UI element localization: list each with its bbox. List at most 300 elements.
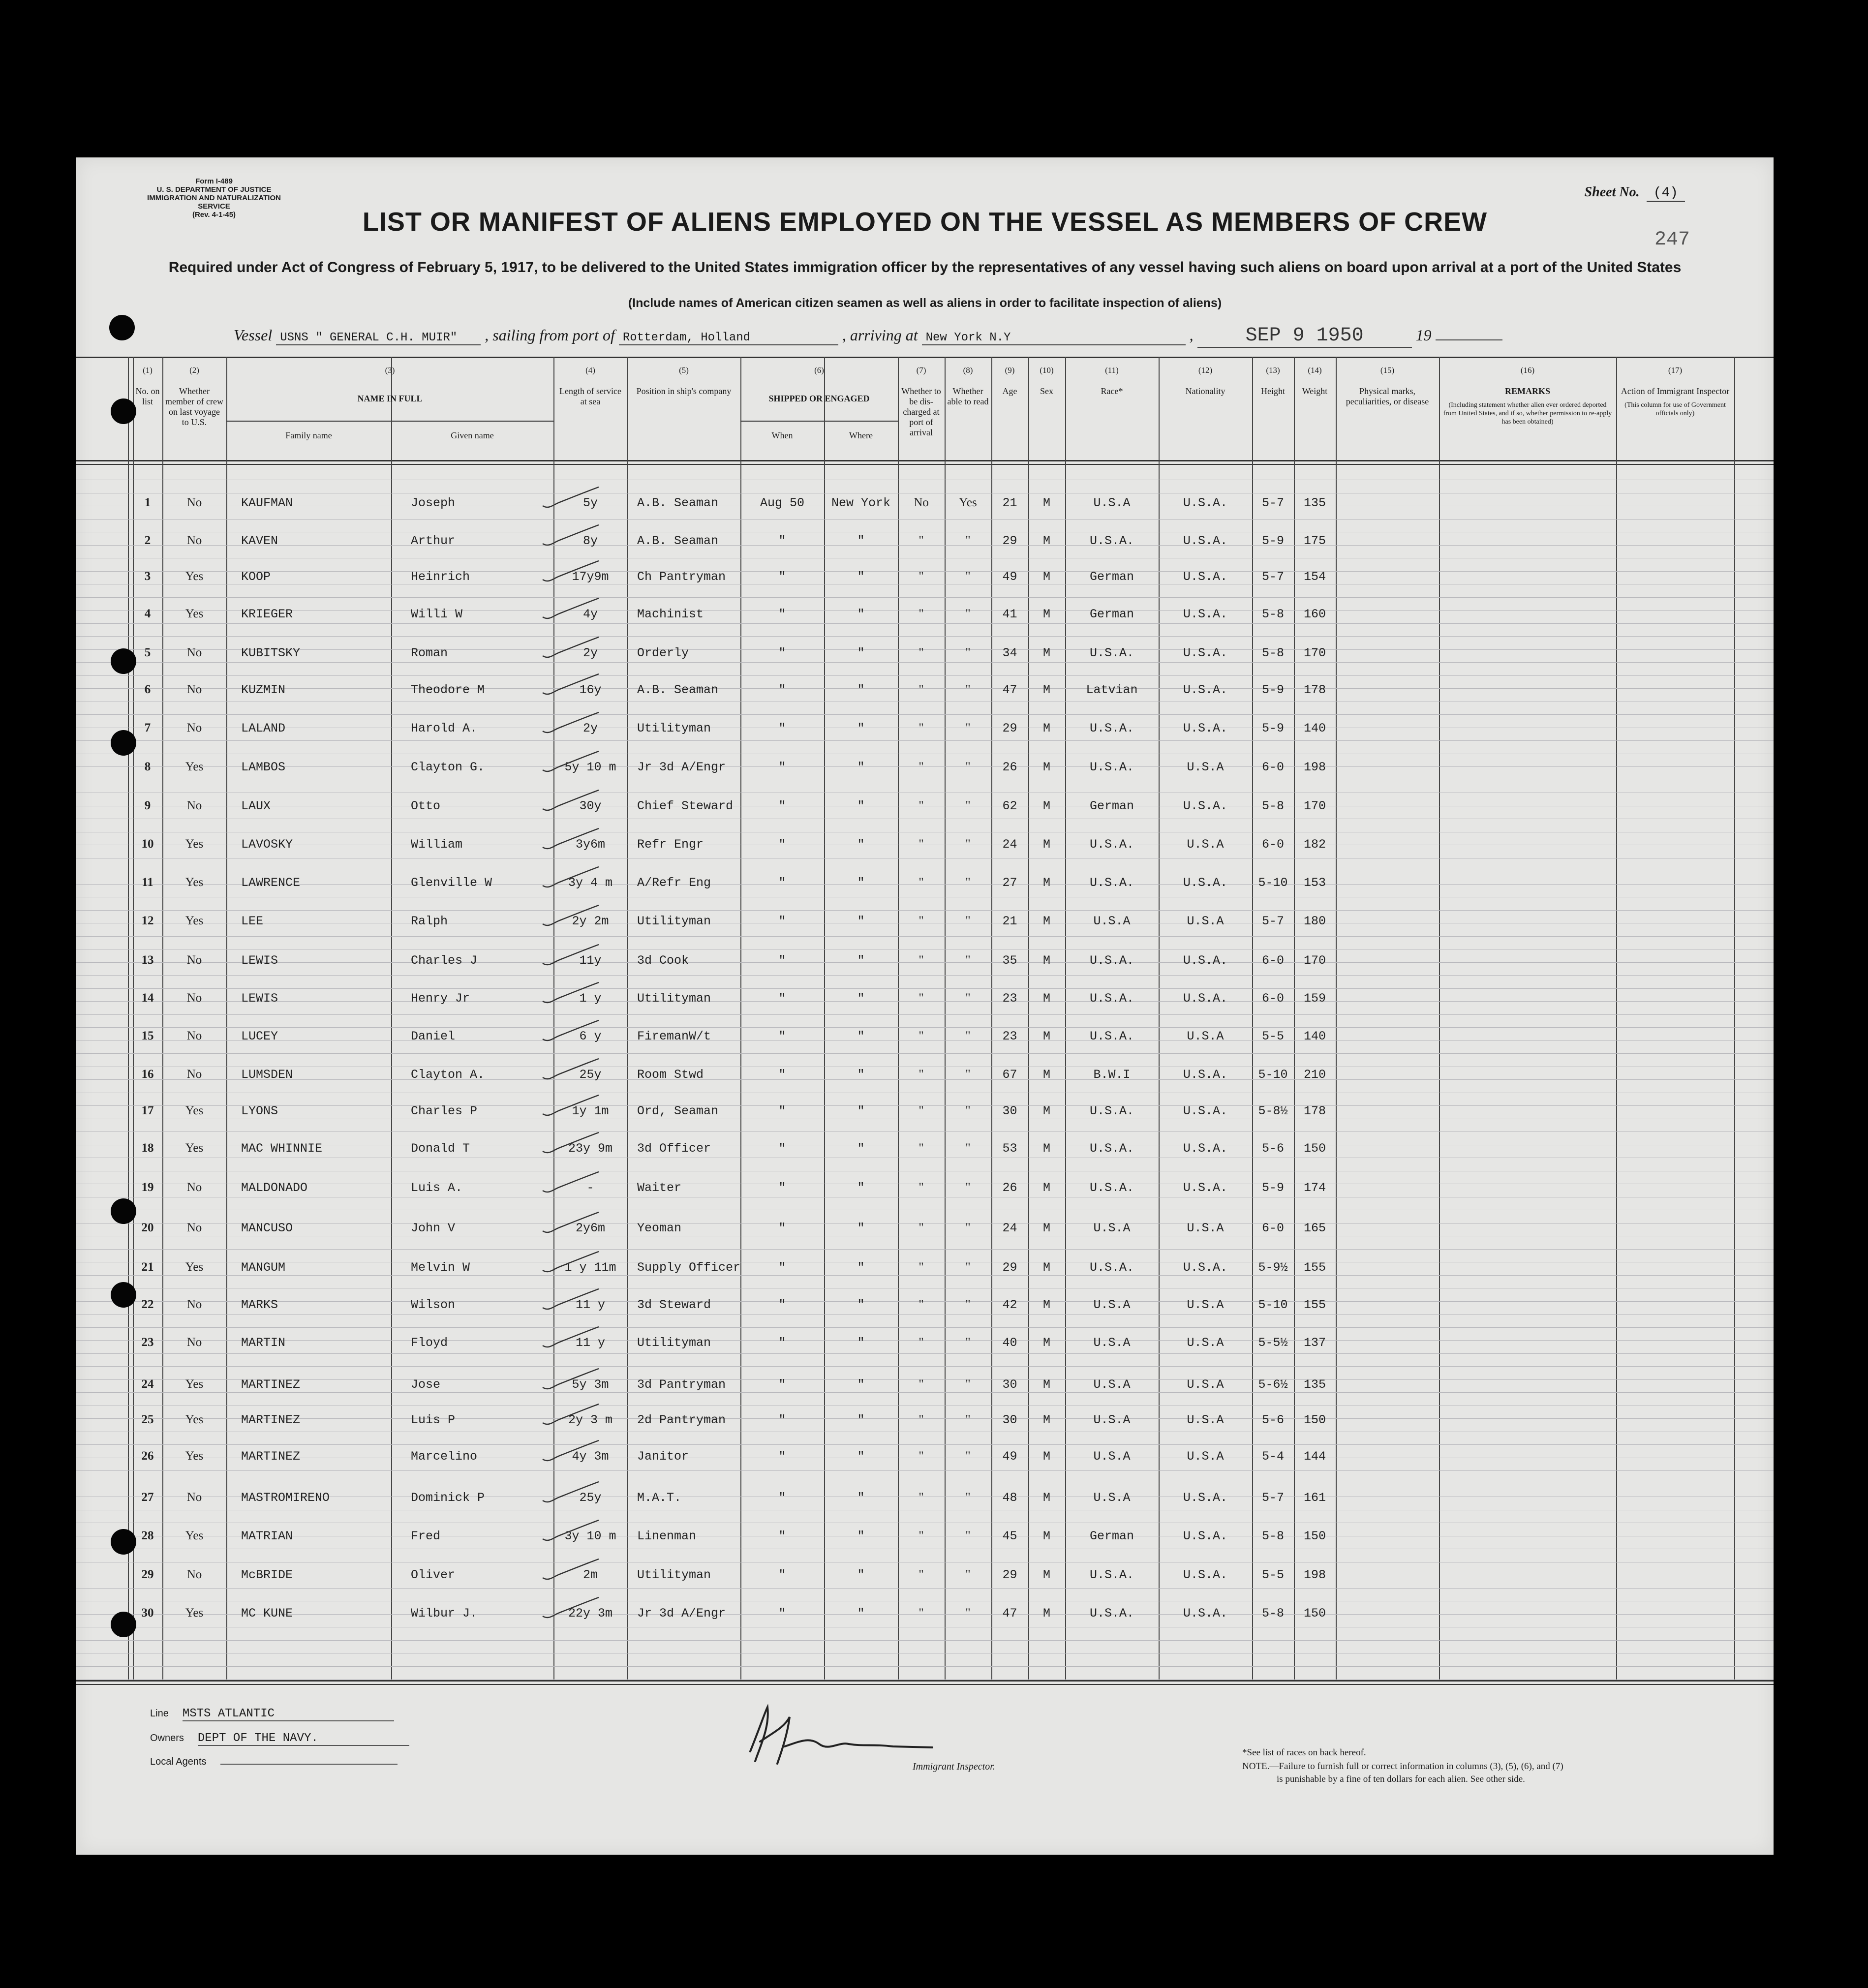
cell-sex: M	[1042, 646, 1050, 660]
cell-race: U.S.A	[1093, 1413, 1131, 1427]
cell-weight: 180	[1303, 914, 1326, 928]
cell-race: U.S.A	[1093, 1221, 1131, 1235]
cell-height: 5-7	[1261, 570, 1284, 584]
cell-position: Machinist	[637, 607, 704, 621]
cell-when: "	[778, 1221, 786, 1235]
cell-no: 29	[141, 1568, 154, 1581]
cell-race: U.S.A.	[1089, 646, 1134, 660]
cell-weight: 159	[1303, 991, 1326, 1006]
cell-height: 5-5	[1261, 1029, 1284, 1043]
cell-when: "	[778, 1606, 786, 1621]
cell-position: Room Stwd	[637, 1068, 704, 1082]
cell-no: 11	[142, 876, 153, 889]
cell-where: "	[857, 991, 865, 1006]
column-divider	[1028, 357, 1029, 1680]
cell-family: MATRIAN	[241, 1529, 293, 1543]
cell-weight: 178	[1303, 683, 1326, 697]
cell-height: 5-7	[1261, 914, 1284, 928]
punch-hole	[109, 315, 135, 340]
cell-no: 30	[141, 1606, 154, 1620]
column-header: Race*	[1101, 386, 1123, 396]
cell-sex: M	[1042, 1221, 1050, 1235]
cell-sex: M	[1042, 1029, 1050, 1043]
cell-weight: 137	[1303, 1336, 1326, 1350]
cell-given: Donald T	[411, 1141, 470, 1156]
cell-no: 27	[141, 1491, 154, 1504]
cell-no: 15	[141, 1029, 154, 1042]
cell-discharged: "	[919, 837, 924, 851]
cell-height: 6-0	[1261, 837, 1284, 852]
column-header-note: (This column for use of Government officials only)	[1624, 401, 1726, 417]
cell-weight: 135	[1303, 1377, 1326, 1392]
check-mark-icon	[539, 485, 603, 515]
cell-where: "	[857, 1529, 865, 1543]
cell-given: Harold A.	[411, 721, 478, 735]
column-header: Position in ship's company	[636, 386, 732, 396]
cell-age: 53	[1002, 1141, 1017, 1156]
cell-read: "	[965, 570, 971, 583]
cell-service: 8y	[582, 534, 598, 548]
ruled-line	[76, 1327, 1774, 1328]
cell-position: Jr 3d A/Engr	[637, 760, 726, 774]
cell-given: John V	[411, 1221, 456, 1235]
cell-race: U.S.A.	[1089, 1104, 1134, 1118]
cell-service: 5y 3m	[572, 1377, 609, 1392]
cell-given: Melvin W	[411, 1260, 470, 1275]
cell-family: LALAND	[241, 721, 286, 735]
cell-service: 25y	[579, 1068, 602, 1082]
cell-no: 1	[144, 496, 151, 509]
cell-no: 25	[141, 1413, 154, 1426]
cell-weight: 210	[1303, 1068, 1326, 1082]
column-divider	[162, 357, 163, 1680]
sheet-value: (4)	[1647, 185, 1685, 202]
check-mark-icon	[539, 1018, 603, 1048]
ruled-line	[76, 988, 1774, 989]
cell-prev: No	[186, 953, 202, 967]
cell-age: 67	[1002, 1068, 1017, 1082]
cell-nationality: U.S.A.	[1183, 534, 1227, 548]
owners-value: DEPT OF THE NAVY.	[198, 1732, 409, 1746]
cell-when: "	[778, 876, 786, 890]
cell-given: Wilbur J.	[411, 1606, 478, 1621]
ruled-line	[76, 597, 1774, 598]
cell-service: 3y 10 m	[564, 1529, 616, 1543]
cell-weight: 175	[1303, 534, 1326, 548]
punch-hole	[111, 730, 136, 756]
ruled-line	[76, 1679, 1774, 1680]
check-mark-icon	[539, 559, 603, 588]
cell-discharged: "	[919, 1181, 924, 1194]
cell-read: "	[965, 1529, 971, 1542]
cell-nationality: U.S.A.	[1183, 1568, 1227, 1582]
cell-family: MARTIN	[241, 1336, 286, 1350]
cell-service: 4y	[582, 607, 598, 621]
cell-family: MC KUNE	[241, 1606, 293, 1621]
cell-read: "	[965, 1141, 971, 1155]
cell-service: 2y6m	[575, 1221, 605, 1235]
cell-when: "	[778, 1449, 786, 1464]
page-subtitle-note: (Include names of American citizen seamen as well as aliens in order to facilitate inspection of aliens)	[628, 296, 1222, 310]
column-header: Age	[1002, 386, 1017, 396]
cell-sex: M	[1042, 991, 1050, 1006]
manifest-page	[76, 157, 1774, 1855]
column-divider	[991, 357, 992, 1680]
column-divider	[1252, 357, 1253, 1680]
cell-nationality: U.S.A.	[1183, 607, 1227, 621]
cell-height: 5-10	[1258, 876, 1288, 890]
port-to: New York N.Y	[922, 331, 1186, 345]
cell-nationality: U.S.A.	[1183, 1141, 1227, 1156]
cell-discharged: "	[919, 1221, 924, 1234]
cell-where: "	[857, 1181, 865, 1195]
cell-no: 2	[144, 534, 151, 547]
column-number: (11)	[1105, 366, 1119, 375]
cell-where: "	[857, 1068, 865, 1082]
column-header: NAME IN FULL	[357, 394, 423, 403]
cell-sex: M	[1042, 1529, 1050, 1543]
cell-no: 18	[141, 1141, 154, 1155]
cell-discharged: "	[919, 1413, 924, 1426]
ruled-line	[76, 1640, 1774, 1641]
cell-prev: Yes	[185, 607, 204, 620]
inspector-label: Immigrant Inspector.	[913, 1761, 995, 1772]
cell-prev: Yes	[185, 1449, 204, 1463]
cell-position: Refr Engr	[637, 837, 704, 852]
cell-height: 6-0	[1261, 1221, 1284, 1235]
column-header: Physical marks, peculiarities, or disease	[1346, 386, 1429, 406]
cell-age: 35	[1002, 953, 1017, 968]
cell-nationality: U.S.A	[1187, 760, 1224, 774]
check-mark-icon	[539, 943, 603, 972]
cell-sex: M	[1042, 1068, 1050, 1082]
footer-line	[150, 1707, 394, 1721]
cell-read: "	[965, 721, 971, 734]
cell-when: "	[778, 799, 786, 813]
page-subtitle: Required under Act of Congress of February 5, 1917, to be delivered to the United States immigration officer by the representatives of any vessel having such aliens on board upon arrival at a port of the United States	[168, 259, 1682, 275]
cell-sex: M	[1042, 1413, 1050, 1427]
cell-service: 4y 3m	[572, 1449, 609, 1464]
cell-weight: 182	[1303, 837, 1326, 852]
check-mark-icon	[539, 1557, 603, 1587]
cell-given: Dominick P	[411, 1491, 485, 1505]
ruled-line	[76, 1014, 1774, 1015]
cell-nationality: U.S.A.	[1183, 953, 1227, 968]
cell-read: "	[965, 991, 971, 1005]
cell-family: McBRIDE	[241, 1568, 293, 1582]
column-number: (14)	[1308, 366, 1322, 375]
cell-height: 5-6	[1261, 1413, 1284, 1427]
cell-no: 23	[141, 1336, 154, 1349]
cell-given: Henry Jr	[411, 991, 470, 1006]
shipped-subheader-rule	[740, 421, 898, 422]
cell-race: U.S.A	[1093, 914, 1131, 928]
cell-where: "	[857, 1568, 865, 1582]
cell-nationality: U.S.A.	[1183, 570, 1227, 584]
cell-discharged: No	[914, 496, 929, 509]
agents-label: Local Agents	[150, 1756, 207, 1767]
cell-nationality: U.S.A.	[1183, 876, 1227, 890]
cell-service: 5y	[582, 496, 598, 510]
cell-age: 30	[1002, 1413, 1017, 1427]
check-mark-icon	[539, 710, 603, 740]
cell-race: U.S.A.	[1089, 721, 1134, 735]
ruled-line	[76, 936, 1774, 937]
cell-prev: Yes	[185, 1104, 204, 1117]
cell-height: 5-4	[1261, 1449, 1284, 1464]
cell-discharged: "	[919, 914, 924, 927]
cell-read: "	[965, 607, 971, 620]
footer-owners	[150, 1732, 409, 1746]
cell-race: German	[1089, 1529, 1134, 1543]
cell-read: "	[965, 1377, 971, 1391]
cell-height: 5-9	[1261, 1181, 1284, 1195]
cell-when: "	[778, 1181, 786, 1195]
cell-weight: 154	[1303, 570, 1326, 584]
column-divider	[1336, 357, 1337, 1680]
cell-age: 24	[1002, 837, 1017, 852]
column-subheader: Given name	[451, 430, 494, 440]
cell-prev: No	[186, 534, 202, 547]
cell-weight: 150	[1303, 1529, 1326, 1543]
cell-service: 23y 9m	[568, 1141, 612, 1156]
form-revision: (Rev. 4-1-45)	[192, 211, 236, 219]
column-header: Length of service at sea	[559, 386, 621, 406]
cell-position: A.B. Seaman	[637, 534, 719, 548]
cell-age: 26	[1002, 1181, 1017, 1195]
cell-nationality: U.S.A	[1187, 1377, 1224, 1392]
cell-race: U.S.A.	[1089, 837, 1134, 852]
column-header-note: (Including statement whether alien ever ordered deported from United States, and if so, whether permission to re-apply has been obtained)	[1443, 401, 1612, 426]
cell-no: 21	[141, 1260, 154, 1274]
cell-position: Jr 3d A/Engr	[637, 1606, 726, 1621]
column-divider	[1294, 357, 1295, 1680]
ruled-line	[76, 519, 1774, 520]
cell-when: "	[778, 1298, 786, 1312]
cell-no: 7	[144, 721, 151, 734]
cell-family: LAVOSKY	[241, 837, 293, 852]
cell-family: MARTINEZ	[241, 1377, 301, 1392]
cell-given: Oliver	[411, 1568, 456, 1582]
cell-age: 47	[1002, 1606, 1017, 1621]
column-header: Whether to be dis-charged at port of arrival	[901, 386, 941, 437]
punch-hole	[111, 1282, 136, 1308]
cell-nationality: U.S.A.	[1183, 799, 1227, 813]
cell-where: "	[857, 914, 865, 928]
cell-height: 5-8	[1261, 1606, 1284, 1621]
check-mark-icon	[539, 1367, 603, 1396]
cell-height: 6-0	[1261, 953, 1284, 968]
cell-prev: No	[186, 1068, 202, 1081]
cell-weight: 150	[1303, 1606, 1326, 1621]
check-mark-icon	[539, 1287, 603, 1316]
cell-family: KAUFMAN	[241, 496, 293, 510]
cell-when: "	[778, 1491, 786, 1505]
cell-height: 5-10	[1258, 1298, 1288, 1312]
check-mark-icon	[539, 1595, 603, 1625]
cell-no: 19	[141, 1181, 154, 1194]
cell-family: MARKS	[241, 1298, 278, 1312]
year-label: 19	[1415, 326, 1432, 344]
cell-when: "	[778, 760, 786, 774]
cell-where: "	[857, 1141, 865, 1156]
form-service: IMMIGRATION AND NATURALIZATION SERVICE	[147, 194, 281, 211]
ruled-line	[76, 1444, 1774, 1445]
cell-no: 3	[144, 570, 151, 583]
cell-prev: Yes	[185, 1377, 204, 1391]
column-divider	[1159, 357, 1160, 1680]
check-mark-icon	[539, 1480, 603, 1509]
punch-hole	[111, 648, 136, 674]
cell-where: "	[857, 1336, 865, 1350]
cell-when: "	[778, 570, 786, 584]
cell-position: Chief Steward	[637, 799, 734, 813]
cell-family: MARTINEZ	[241, 1413, 301, 1427]
cell-age: 26	[1002, 760, 1017, 774]
cell-given: Jose	[411, 1377, 441, 1392]
port-from: Rotterdam, Holland	[619, 331, 838, 345]
cell-position: FiremanW/t	[637, 1029, 711, 1043]
cell-family: LEWIS	[241, 991, 278, 1006]
cell-weight: 153	[1303, 876, 1326, 890]
cell-prev: No	[186, 991, 202, 1005]
cell-discharged: "	[919, 1104, 924, 1117]
cell-prev: No	[186, 1336, 202, 1349]
cell-position: 2d Pantryman	[637, 1413, 726, 1427]
check-mark-icon	[539, 1057, 603, 1086]
cell-no: 13	[141, 953, 154, 967]
cell-when: "	[778, 1529, 786, 1543]
cell-discharged: "	[919, 760, 924, 773]
cell-nationality: U.S.A.	[1183, 1104, 1227, 1118]
cell-no: 4	[144, 607, 151, 620]
cell-when: "	[778, 646, 786, 660]
column-header: Action of Immigrant Inspector	[1621, 386, 1730, 396]
ruled-line	[76, 1275, 1774, 1276]
column-header: Height	[1261, 386, 1285, 396]
cell-family: MARTINEZ	[241, 1449, 301, 1464]
cell-race: Latvian	[1086, 683, 1138, 697]
cell-height: 6-0	[1261, 760, 1284, 774]
cell-sex: M	[1042, 1568, 1050, 1582]
cell-height: 5-9	[1261, 721, 1284, 735]
cell-age: 48	[1002, 1491, 1017, 1505]
cell-when: "	[778, 914, 786, 928]
column-divider	[1065, 357, 1066, 1680]
column-number: (15)	[1380, 366, 1395, 375]
cell-where: "	[857, 1029, 865, 1043]
footer-agents	[150, 1756, 398, 1768]
cell-position: 3d Steward	[637, 1298, 711, 1312]
cell-given: Willi W	[411, 607, 463, 621]
cell-weight: 140	[1303, 1029, 1326, 1043]
cell-discharged: "	[919, 1029, 924, 1042]
cell-weight: 165	[1303, 1221, 1326, 1235]
cell-read: "	[965, 683, 971, 696]
cell-service: 22y 3m	[568, 1606, 612, 1621]
page-title: LIST OR MANIFEST OF ALIENS EMPLOYED ON THE VESSEL AS MEMBERS OF CREW	[362, 207, 1488, 237]
cell-service: 16y	[579, 683, 602, 697]
cell-when: "	[778, 1413, 786, 1427]
cell-read: "	[965, 1104, 971, 1117]
cell-where: "	[857, 837, 865, 852]
cell-sex: M	[1042, 496, 1050, 510]
ruled-line	[76, 714, 1774, 715]
cell-when: Aug 50	[760, 496, 804, 510]
column-subheader: Where	[849, 430, 873, 440]
cell-given: Marcelino	[411, 1449, 478, 1464]
cell-weight: 160	[1303, 607, 1326, 621]
cell-position: M.A.T.	[637, 1491, 682, 1505]
column-number: (5)	[679, 366, 689, 375]
table-bottom-rule	[76, 1680, 1774, 1682]
cell-given: Roman	[411, 646, 448, 660]
cell-weight: 161	[1303, 1491, 1326, 1505]
cell-given: Arthur	[411, 534, 456, 548]
ruled-line	[76, 740, 1774, 741]
cell-race: U.S.A.	[1089, 1260, 1134, 1275]
cell-height: 5-8	[1261, 646, 1284, 660]
cell-discharged: "	[919, 1529, 924, 1542]
ruled-line	[76, 1666, 1774, 1667]
check-mark-icon	[539, 788, 603, 818]
cell-prev: No	[186, 1181, 202, 1194]
cell-family: KUBITSKY	[241, 646, 301, 660]
cell-nationality: U.S.A	[1187, 1298, 1224, 1312]
cell-no: 9	[144, 799, 151, 812]
cell-prev: No	[186, 683, 202, 696]
ruled-line	[76, 1366, 1774, 1367]
cell-discharged: "	[919, 1336, 924, 1349]
cell-given: Heinrich	[411, 570, 470, 584]
cell-given: Clayton A.	[411, 1068, 485, 1082]
cell-position: Ch Pantryman	[637, 570, 726, 584]
cell-discharged: "	[919, 876, 924, 889]
cell-given: Otto	[411, 799, 441, 813]
cell-nationality: U.S.A	[1187, 1413, 1224, 1427]
cell-when: "	[778, 1068, 786, 1082]
cell-race: U.S.A.	[1089, 876, 1134, 890]
cell-read: "	[965, 1181, 971, 1194]
cell-nationality: U.S.A	[1187, 1449, 1224, 1464]
cell-age: 40	[1002, 1336, 1017, 1350]
cell-read: "	[965, 1568, 971, 1581]
cell-height: 5-6½	[1258, 1377, 1288, 1392]
cell-prev: No	[186, 721, 202, 734]
cell-family: LAMBOS	[241, 760, 286, 774]
ruled-line	[76, 662, 1774, 663]
ruled-line	[76, 1053, 1774, 1054]
header-bottom-rule	[76, 464, 1774, 465]
cell-race: U.S.A	[1093, 1449, 1131, 1464]
cell-age: 47	[1002, 683, 1017, 697]
cell-where: "	[857, 1260, 865, 1275]
cell-sex: M	[1042, 837, 1050, 852]
cell-sex: M	[1042, 1181, 1050, 1195]
cell-race: U.S.A.	[1089, 1181, 1134, 1195]
cell-discharged: "	[919, 607, 924, 620]
column-number: (1)	[143, 366, 153, 375]
check-mark-icon	[539, 980, 603, 1010]
cell-age: 49	[1002, 1449, 1017, 1464]
cell-height: 5-7	[1261, 496, 1284, 510]
cell-race: German	[1089, 799, 1134, 813]
cell-weight: 178	[1303, 1104, 1326, 1118]
table-top-rule	[76, 357, 1774, 358]
ruled-line	[76, 1249, 1774, 1250]
cell-where: "	[857, 534, 865, 548]
check-mark-icon	[539, 865, 603, 894]
